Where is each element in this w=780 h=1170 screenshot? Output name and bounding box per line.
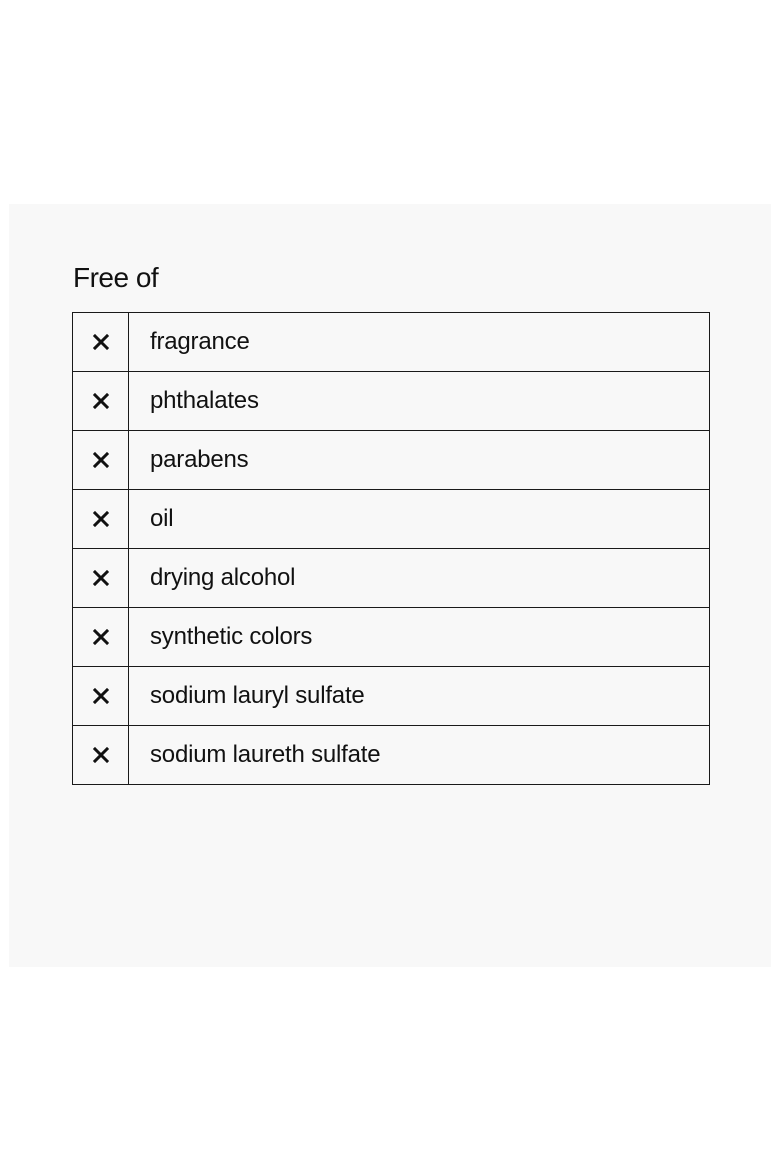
table-row [73, 490, 709, 549]
table-row [73, 372, 709, 431]
icon-cell [73, 431, 129, 489]
panel-title: Free of [73, 262, 159, 293]
table-row [73, 313, 709, 372]
x-icon [93, 570, 109, 586]
ingredient-label: fragrance [150, 328, 250, 355]
table-row [73, 549, 709, 608]
table-row [73, 726, 709, 784]
table-row [73, 667, 709, 726]
table-row [73, 431, 709, 490]
ingredient-label: synthetic colors [150, 623, 313, 650]
icon-cell [73, 372, 129, 430]
ingredient-label: sodium laureth sulfate [150, 741, 381, 768]
ingredient-label: sodium lauryl sulfate [150, 682, 365, 709]
x-icon [93, 334, 109, 350]
ingredient-label: drying alcohol [150, 564, 296, 591]
icon-cell [73, 667, 129, 725]
x-icon [93, 688, 109, 704]
ingredient-label: phthalates [150, 387, 259, 414]
x-icon [93, 629, 109, 645]
ingredient-label: oil [150, 505, 174, 532]
icon-cell [73, 726, 129, 784]
table-row [73, 608, 709, 667]
x-icon [93, 393, 109, 409]
icon-cell [73, 313, 129, 371]
x-icon [93, 511, 109, 527]
free-of-table [72, 312, 710, 785]
icon-cell [73, 490, 129, 548]
x-icon [93, 452, 109, 468]
free-of-panel [9, 204, 771, 967]
icon-cell [73, 608, 129, 666]
x-icon [93, 747, 109, 763]
ingredient-label: parabens [150, 446, 249, 473]
icon-cell [73, 549, 129, 607]
